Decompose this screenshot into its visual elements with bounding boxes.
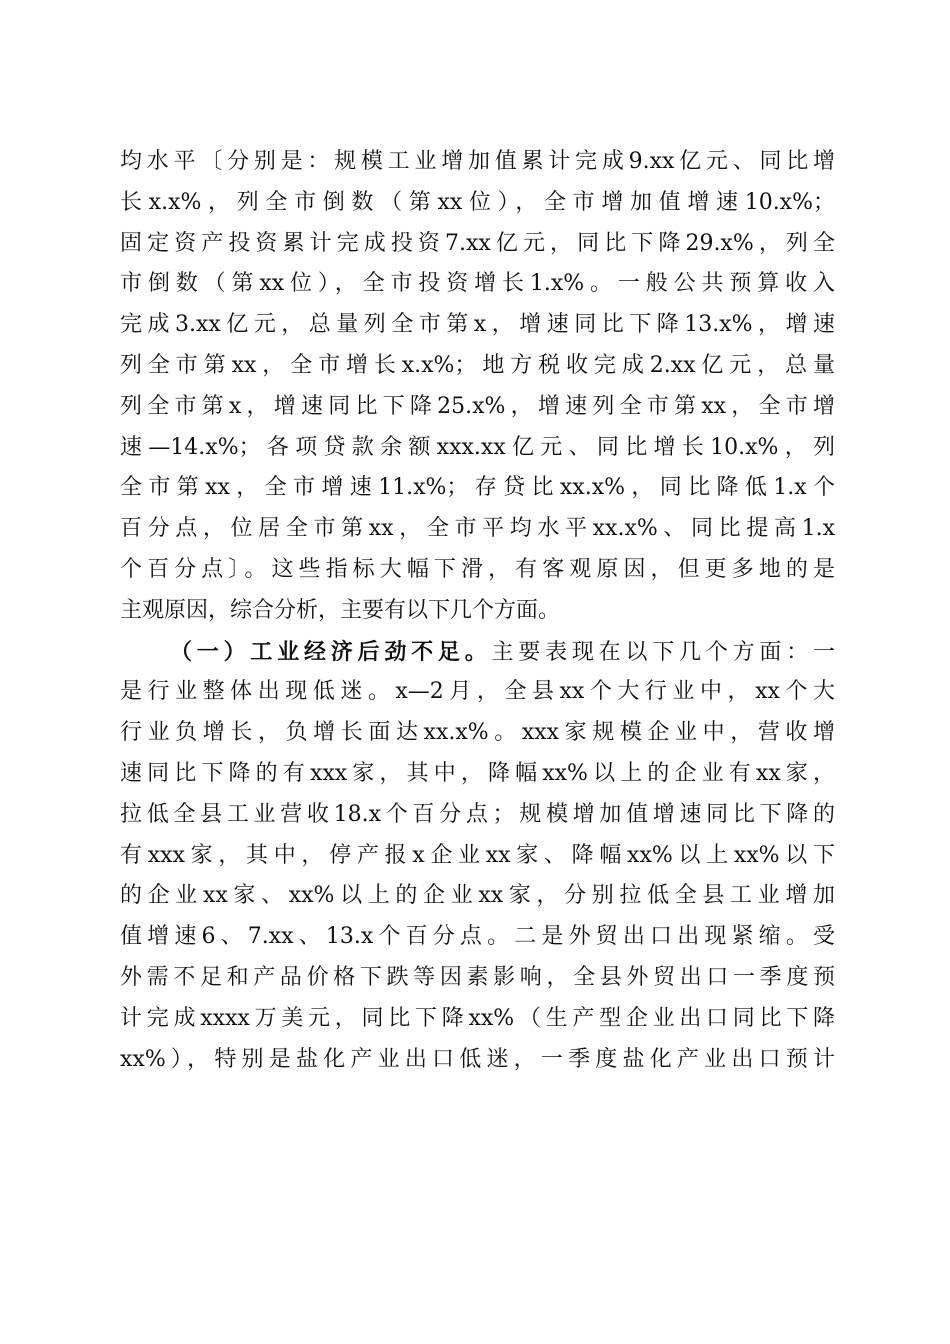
text-line: 列全市第x，增速同比下降25.x%，增速列全市第xx，全市增 <box>120 393 835 419</box>
text-line: 固定资产投资累计完成投资7.xx亿元，同比下降29.x%，列全 <box>120 230 835 256</box>
text-line: 长x.x%，列全市倒数（第xx位），全市增加值增速10.x%； <box>120 189 835 215</box>
text-line: 值增速6、7.xx、13.x个百分点。二是外贸出口出现紧缩。受 <box>120 924 835 950</box>
text-line: 个百分点〕。这些指标大幅下滑，有客观原因，但更多地的是 <box>120 556 835 582</box>
text-line: 速同比下降的有xxx家，其中，降幅xx%以上的企业有xx家， <box>120 760 835 786</box>
text-line: 主观原因，综合分析，主要有以下几个方面。 <box>120 597 561 623</box>
text-line: 计完成xxxx万美元，同比下降xx%（生产型企业出口同比下降 <box>120 1005 835 1031</box>
text-line: 完成3.xx亿元，总量列全市第x，增速同比下降13.x%，增速 <box>120 312 835 338</box>
text-line: 行业负增长，负增长面达xx.x%。xxx家规模企业中，营收增 <box>120 720 835 746</box>
text-line: 全市第xx，全市增速11.x%；存贷比xx.x%，同比降低1.x个 <box>120 475 835 501</box>
text-line: 列全市第xx，全市增长x.x%；地方税收完成2.xx亿元，总量 <box>120 352 835 378</box>
text-line: xx%），特别是盐化产业出口低迷，一季度盐化产业出口预计 <box>120 1046 835 1072</box>
section-heading: （一）工业经济后劲不足。 <box>170 638 492 665</box>
text-line: 百分点，位居全市第xx，全市平均水平xx.x%、同比提高1.x <box>120 516 835 542</box>
text-run: 主要表现在以下几个方面：一 <box>491 639 835 665</box>
text-line: 是行业整体出现低迷。x—2月，全县xx个大行业中，xx个大 <box>120 679 835 705</box>
paragraph-2 <box>120 632 835 1081</box>
text-line: 拉低全县工业营收18.x个百分点；规模增加值增速同比下降的 <box>120 801 835 827</box>
text-line: 的企业xx家、xx%以上的企业xx家，分别拉低全县工业增加 <box>120 883 835 909</box>
paragraph-1 <box>120 142 835 632</box>
text-line: 市倒数（第xx位），全市投资增长1.x%。一般公共预算收入 <box>120 271 835 297</box>
text-line: 均水平〔分别是：规模工业增加值累计完成9.xx亿元、同比增 <box>120 149 835 174</box>
text-line: 有xxx家，其中，停产报x企业xx家、降幅xx%以上xx%以下 <box>120 842 835 868</box>
text-line: 速—14.x%；各项贷款余额xxx.xx亿元、同比增长10.x%，列 <box>120 434 835 460</box>
text-line: 外需不足和产品价格下跌等因素影响，全县外贸出口一季度预 <box>120 964 835 990</box>
document-body <box>120 142 835 1080</box>
paragraph-first-line <box>120 632 835 673</box>
